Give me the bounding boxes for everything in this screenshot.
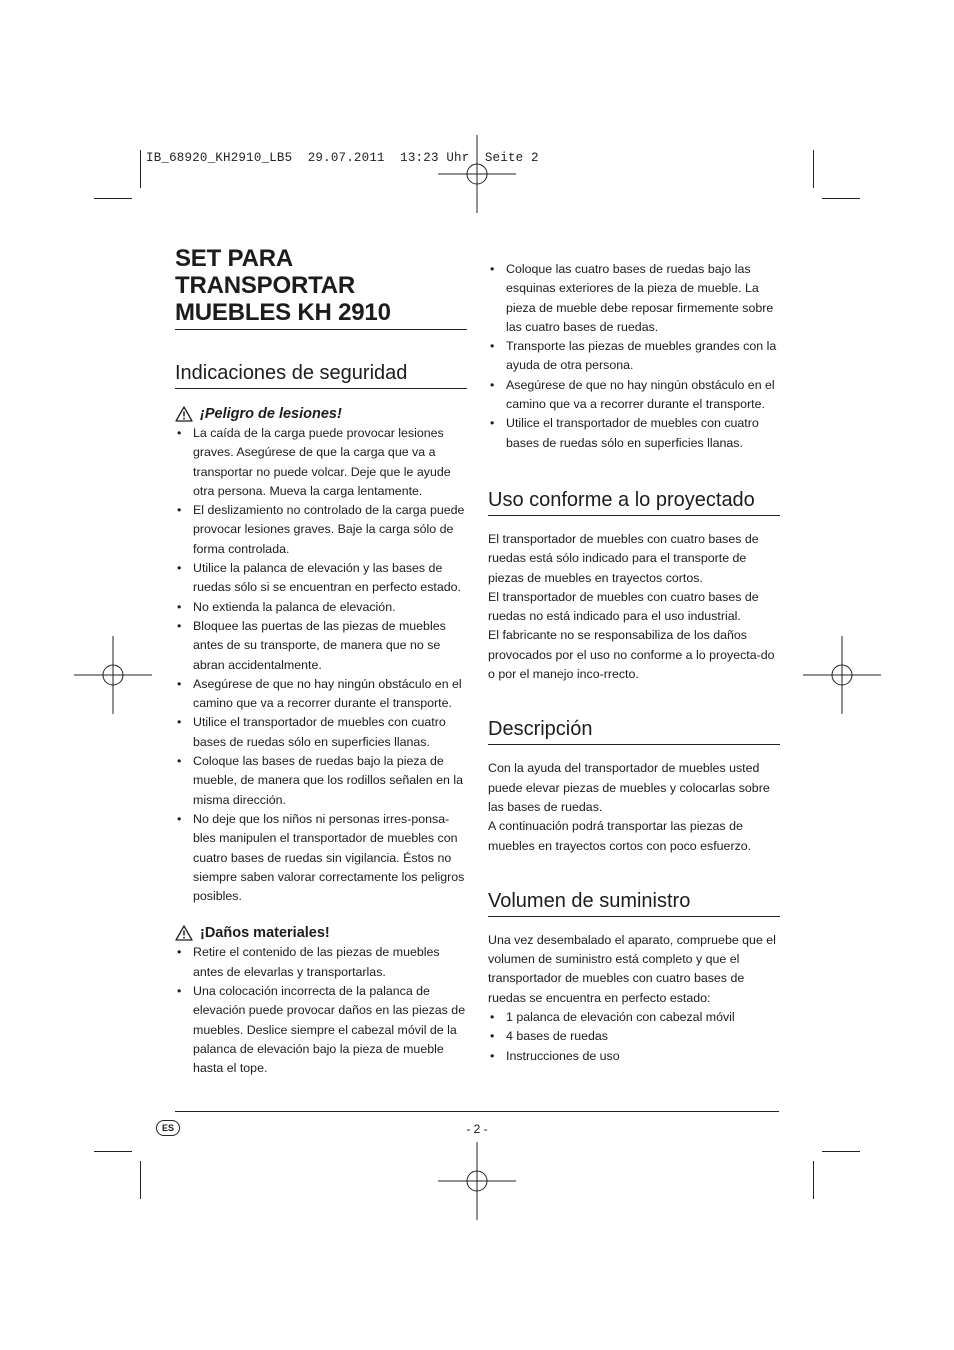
list-item: • Coloque las bases de ruedas bajo la pieza de mueble, de manera que los rodillos señalen en la misma dirección. [175,752,467,810]
list-item: • Utilice la palanca de elevación y las bases de ruedas sólo si se encuentran en perfecto estado. [175,559,467,598]
injury-list [175,424,467,906]
warning-damage [175,923,467,943]
registration-mark-top [438,135,516,213]
crop-mark [94,198,132,199]
section-heading-intended-use: Uso conforme a lo proyectado [488,488,780,516]
delivery-list [488,1008,780,1066]
registration-mark-right [803,636,881,714]
registration-mark-left [74,636,152,714]
list-item: • 1 palanca de elevación con cabezal móvil [488,1008,780,1027]
list-item: • Utilice el transportador de muebles con cuatro bases de ruedas sólo en superficies llanas. [488,414,780,453]
list-item: • Asegúrese de que no hay ningún obstáculo en el camino que va a recorrer durante el transporte. [175,675,467,714]
list-item: • Transporte las piezas de muebles grandes con la ayuda de otra persona. [488,337,780,376]
crop-mark [813,1161,814,1199]
list-item: • Retire el contenido de las piezas de muebles antes de elevarlas y transportarlas. [175,943,467,982]
list-item: • No extienda la palanca de elevación. [175,598,467,617]
paragraph: El transportador de muebles con cuatro bases de ruedas no está indicado para el uso industrial. [488,589,759,624]
print-slug: IB_68920_KH2910_LB5 29.07.2011 13:23 Uhr Seite 2 [146,151,539,165]
list-item: • Utilice el transportador de muebles con cuatro bases de ruedas sólo en superficies llanas. [175,713,467,752]
crop-mark [140,150,141,188]
list-item: • Instrucciones de uso [488,1047,780,1066]
registration-mark-bottom [438,1142,516,1220]
crop-mark [813,150,814,188]
paragraph: El transportador de muebles con cuatro bases de ruedas está sólo indicado para el transporte de piezas de muebles en trayectos cortos. [488,531,759,585]
paragraph: Con la ayuda del transportador de muebles usted puede elevar piezas de muebles y colocarlas sobre las bases de ruedas. [488,761,770,814]
damage-list [175,943,467,1078]
page-number: - 2 - [466,1122,488,1136]
warning-triangle-icon [175,406,193,422]
warning-damage-title: ¡Daños materiales! [200,925,330,942]
crop-mark [822,1151,860,1152]
section-heading-description: Descripción [488,717,780,745]
paragraph: Una vez desembalado el aparato, compruebe que el volumen de suministro está completo y que el transportador de muebles con cuatro bases de ruedas se encuentra en perfecto estado: [488,932,776,1005]
safety-continued-list [488,260,780,453]
list-item: • Bloquee las puertas de las piezas de muebles antes de su transporte, de manera que no se abran accidentalmente. [175,617,467,675]
list-item: • Asegúrese de que no hay ningún obstáculo en el camino que va a recorrer durante el transporte. [488,376,780,415]
list-item: • 4 bases de ruedas [488,1027,780,1046]
list-item: • Coloque las cuatro bases de ruedas bajo las esquinas exteriores de la pieza de mueble. La pieza de mueble debe reposar firmemente sobre las cuatro bases de ruedas. [488,260,780,337]
footer-rule [175,1111,779,1112]
crop-mark [140,1161,141,1199]
language-badge: ES [156,1120,180,1136]
list-item: • No deje que los niños ni personas irres-ponsa-bles manipulen el transportador de muebles con cuatro bases de ruedas sin vigilancia. Éstos no siempre saben valorar correctamente los peligros posibles. [175,810,467,906]
right-column [488,260,780,1066]
section-heading-delivery: Volumen de suministro [488,889,780,917]
paragraph: A continuación podrá transportar las piezas de muebles en trayectos cortos con poco esfuerzo. [488,819,752,853]
section-heading-safety: Indicaciones de seguridad [175,361,467,389]
warning-triangle-icon [175,925,193,941]
list-item: • La caída de la carga puede provocar lesiones graves. Asegúrese de que la carga que va a transportar no puede volcar. Deje que le ayude otra persona. Mueva la carga lentamente. [175,424,467,501]
list-item: • El deslizamiento no controlado de la carga puede provocar lesiones graves. Baje la carga sólo de forma controlada. [175,501,467,559]
list-item: • Una colocación incorrecta de la palanca de elevación puede provocar daños en las piezas de muebles. Deslice siempre el cabezal móvil de la palanca de elevación bajo la pieza de mueble hasta el tope. [175,982,467,1078]
left-column [175,245,467,1079]
page-title: SET PARA TRANSPORTAR MUEBLES KH 2910 [175,245,467,330]
crop-mark [94,1151,132,1152]
paragraph: El fabricante no se responsabiliza de los daños provocados por el uso no conforme a lo proyecta-do o por el manejo inco-rrecto. [488,628,775,682]
crop-mark [822,198,860,199]
warning-injury [175,404,467,424]
warning-injury-title: ¡Peligro de lesiones! [200,406,342,422]
